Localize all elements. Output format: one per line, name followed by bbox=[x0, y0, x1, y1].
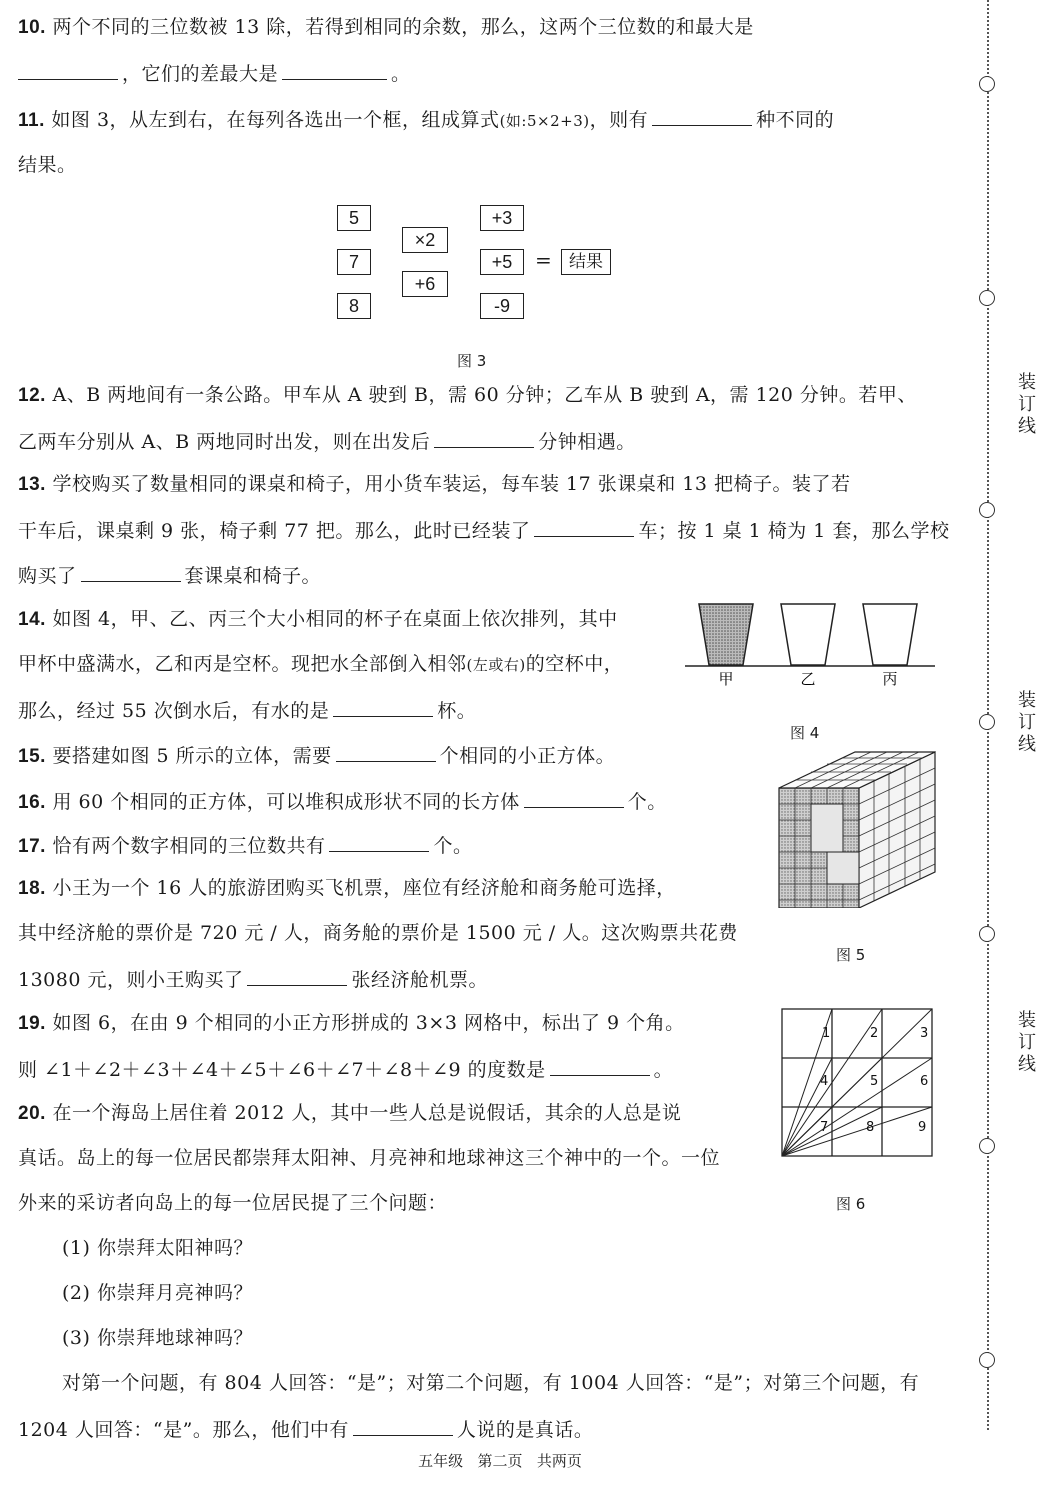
question-20-line2: 真话。岛上的每一位居民都崇拜太阳神、月亮神和地球神这三个神中的一个。一位 bbox=[18, 1147, 721, 1169]
fig3-caption: 图 3 bbox=[457, 352, 487, 370]
cup-yi-empty bbox=[781, 604, 835, 665]
cup-label: 乙 bbox=[800, 670, 816, 688]
answer-blank[interactable] bbox=[524, 785, 624, 808]
question-14-line2: 甲杯中盛满水，乙和丙是空杯。现把水全部倒入相邻(左或右)的空杯中， bbox=[18, 653, 624, 675]
question-20-line4: 对第一个问题，有 804 人回答：“是”；对第二个问题，有 1004 人回答：“是”；对第三个问题，有 bbox=[62, 1372, 920, 1394]
binding-hole bbox=[979, 76, 995, 92]
question-20-line3: 外来的采访者向岛上的每一位居民提了三个问题： bbox=[18, 1192, 448, 1214]
fig3-result-box: 结果 bbox=[561, 249, 611, 275]
answer-blank[interactable] bbox=[329, 829, 429, 852]
fig6-caption: 图 6 bbox=[836, 1195, 866, 1213]
page-footer bbox=[0, 1450, 1000, 1471]
answer-blank[interactable] bbox=[247, 963, 347, 986]
question-17: 17. 恰有两个数字相同的三位数共有 个。 bbox=[18, 829, 473, 858]
question-19: 19. 如图 6，在由 9 个相同的小正方形拼成的 3×3 网格中，标出了 9 个角。 bbox=[18, 1012, 685, 1034]
question-20-sub2: (2) 你崇拜月亮神吗？ bbox=[62, 1282, 253, 1304]
question-11-line2: 结果。 bbox=[18, 154, 77, 176]
angle-rays bbox=[782, 1009, 932, 1156]
binding-hole bbox=[979, 714, 995, 730]
cube-step bbox=[811, 804, 843, 852]
angle-label: 7 bbox=[820, 1120, 829, 1135]
question-13-line3: 购买了 套课桌和椅子。 bbox=[18, 559, 321, 588]
fig3-col1-box: 7 bbox=[337, 249, 371, 275]
answer-blank[interactable] bbox=[652, 103, 752, 126]
binding-hole bbox=[979, 926, 995, 942]
question-20-line5: 1204 人回答：“是”。那么，他们中有 人说的是真话。 bbox=[18, 1413, 593, 1442]
fig3-col1-box: 8 bbox=[337, 293, 371, 319]
fig3-col2-box: +6 bbox=[402, 271, 448, 297]
cup-label: 甲 bbox=[718, 670, 734, 688]
answer-blank[interactable] bbox=[18, 57, 118, 80]
answer-blank[interactable] bbox=[333, 694, 433, 717]
question-19-line2: 则 ∠1＋∠2＋∠3＋∠4＋∠5＋∠6＋∠7＋∠8＋∠9 的度数是 。 bbox=[18, 1053, 673, 1082]
angle-label: 4 bbox=[820, 1074, 829, 1089]
angle-label: 1 bbox=[822, 1026, 831, 1041]
question-18: 18. 小王为一个 16 人的旅游团购买飞机票，座位有经济舱和商务舱可选择， bbox=[18, 877, 676, 899]
answer-blank[interactable] bbox=[282, 57, 387, 80]
angle-label: 6 bbox=[920, 1074, 929, 1089]
footer-page: 第二页 bbox=[477, 1452, 523, 1470]
figure-6 bbox=[780, 1007, 935, 1159]
question-18-line2: 其中经济舱的票价是 720 元 / 人，商务舱的票价是 1500 元 / 人。这次购票共花费 bbox=[18, 922, 738, 944]
binding-hole bbox=[979, 1138, 995, 1154]
angle-label: 2 bbox=[870, 1026, 879, 1041]
cup-label: 丙 bbox=[882, 670, 898, 688]
fig3-col3-box: -9 bbox=[480, 293, 524, 319]
question-13: 13. 学校购买了数量相同的课桌和椅子，用小货车装运，每车装 17 张课桌和 13 把椅子。装了若 bbox=[18, 473, 851, 495]
figure-5 bbox=[775, 748, 940, 908]
fig5-caption: 图 5 bbox=[836, 946, 866, 964]
binding-label: 装订线 bbox=[1015, 1010, 1036, 1076]
answer-blank[interactable] bbox=[336, 739, 436, 762]
answer-blank[interactable] bbox=[534, 514, 634, 537]
fig3-col1-box: 5 bbox=[337, 205, 371, 231]
cup-bing-empty bbox=[863, 604, 917, 665]
cube-step bbox=[827, 852, 859, 884]
footer-total: 共两页 bbox=[536, 1452, 582, 1470]
question-20: 20. 在一个海岛上居住着 2012 人，其中一些人总是说假话，其余的人总是说 bbox=[18, 1102, 682, 1124]
angle-label: 3 bbox=[920, 1026, 929, 1041]
question-12: 12. A、B 两地间有一条公路。甲车从 A 驶到 B，需 60 分钟；乙车从 B 驶到 A，需 120 分钟。若甲、 bbox=[18, 384, 917, 406]
binding-label: 装订线 bbox=[1015, 690, 1036, 756]
binding-hole bbox=[979, 290, 995, 306]
answer-blank[interactable] bbox=[81, 559, 181, 582]
question-18-line3: 13080 元，则小王购买了 张经济舱机票。 bbox=[18, 963, 488, 992]
question-15: 15. 要搭建如图 5 所示的立体，需要 个相同的小正方体。 bbox=[18, 739, 615, 768]
question-20-sub3: (3) 你崇拜地球神吗？ bbox=[62, 1327, 253, 1349]
binding-hole bbox=[979, 1352, 995, 1368]
binding-label: 装订线 bbox=[1015, 372, 1036, 438]
cup-jia-full bbox=[699, 604, 753, 665]
binding-hole bbox=[979, 502, 995, 518]
footer-grade: 五年级 bbox=[418, 1452, 464, 1470]
question-16: 16. 用 60 个相同的正方体，可以堆积成形状不同的长方体 个。 bbox=[18, 785, 667, 814]
angle-label: 8 bbox=[866, 1120, 875, 1135]
question-13-line2: 干车后，课桌剩 9 张，椅子剩 77 把。那么，此时已经装了 车；按 1 桌 1 椅为 1 套，那么学校 bbox=[18, 514, 949, 543]
fig3-equals: = bbox=[535, 248, 552, 272]
question-14-line3: 那么，经过 55 次倒水后，有水的是 杯。 bbox=[18, 694, 476, 723]
angle-label: 5 bbox=[870, 1074, 879, 1089]
answer-blank[interactable] bbox=[353, 1413, 453, 1436]
fig3-col2-box: ×2 bbox=[402, 227, 448, 253]
figure-4 bbox=[685, 600, 935, 695]
question-10-line2: ，它们的差最大是 。 bbox=[18, 57, 411, 86]
answer-blank[interactable] bbox=[434, 425, 534, 448]
question-12-line2: 乙两车分别从 A、B 两地同时出发，则在出发后 分钟相遇。 bbox=[18, 425, 636, 454]
question-11: 11. 如图 3，从左到右，在每列各选出一个框，组成算式(如:5×2+3)，则有 种不同的 bbox=[18, 103, 834, 132]
fig3-col3-box: +3 bbox=[480, 205, 524, 231]
answer-blank[interactable] bbox=[550, 1053, 650, 1076]
question-14: 14. 如图 4，甲、乙、丙三个大小相同的杯子在桌面上依次排列，其中 bbox=[18, 608, 618, 630]
fig4-caption: 图 4 bbox=[790, 724, 820, 742]
angle-label: 9 bbox=[918, 1120, 927, 1135]
question-20-sub1: (1) 你崇拜太阳神吗？ bbox=[62, 1237, 253, 1259]
fig3-col3-box: +5 bbox=[480, 249, 524, 275]
question-10: 10. 两个不同的三位数被 13 除，若得到相同的余数，那么，这两个三位数的和最大是 bbox=[18, 16, 754, 38]
